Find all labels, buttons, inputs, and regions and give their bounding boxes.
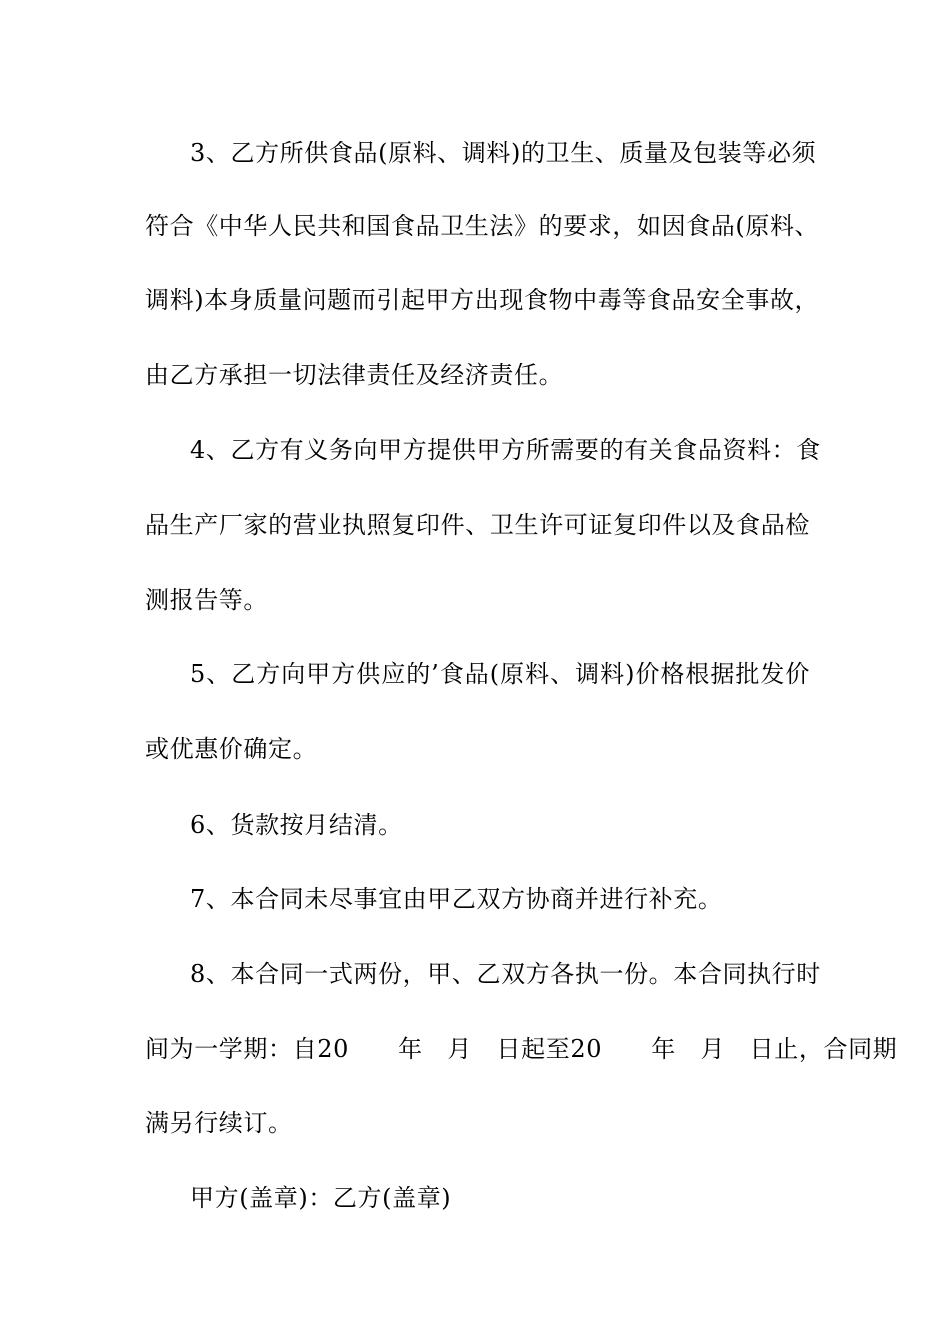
clause-3-line-3: 调料)本身质量问题而引起甲方出现食物中毒等食品安全事故， (145, 286, 820, 314)
clause-8-line-1: 8、本合同一式两份，甲、乙双方各执一份。本合同执行时 (190, 960, 821, 988)
clause-3-line-4: 由乙方承担一切法律责任及经济责任。 (145, 361, 564, 389)
clause-4-line-2: 品生产厂家的营业执照复印件、卫生许可证复印件以及食品检 (145, 511, 810, 539)
clause-3-line-2: 符合《中华人民共和国食品卫生法》的要求，如因食品(原料、 (145, 212, 820, 240)
clause-8-line-2: 间为一学期：自20 年 月 日起至20 年 月 日止，合同期 (145, 1035, 898, 1063)
clause-8-line-3: 满另行续订。 (145, 1109, 293, 1137)
clause-5-line-1: 5、乙方向甲方供应的’食品(原料、调料)价格根据批发价 (190, 660, 810, 688)
clause-5-line-2: 或优惠价确定。 (145, 735, 318, 763)
clause-4-line-1: 4、乙方有义务向甲方提供甲方所需要的有关食品资料：食 (190, 436, 821, 464)
clause-4-line-3: 测报告等。 (145, 586, 268, 614)
signature-line: 甲方(盖章)：乙方(盖章) (190, 1184, 452, 1212)
clause-7-line-1: 7、本合同未尽事宜由甲乙双方协商并进行补充。 (190, 885, 723, 913)
clause-3-line-1: 3、乙方所供食品(原料、调料)的卫生、质量及包装等必须 (190, 139, 817, 167)
clause-6-line-1: 6、货款按月结清。 (190, 811, 403, 839)
